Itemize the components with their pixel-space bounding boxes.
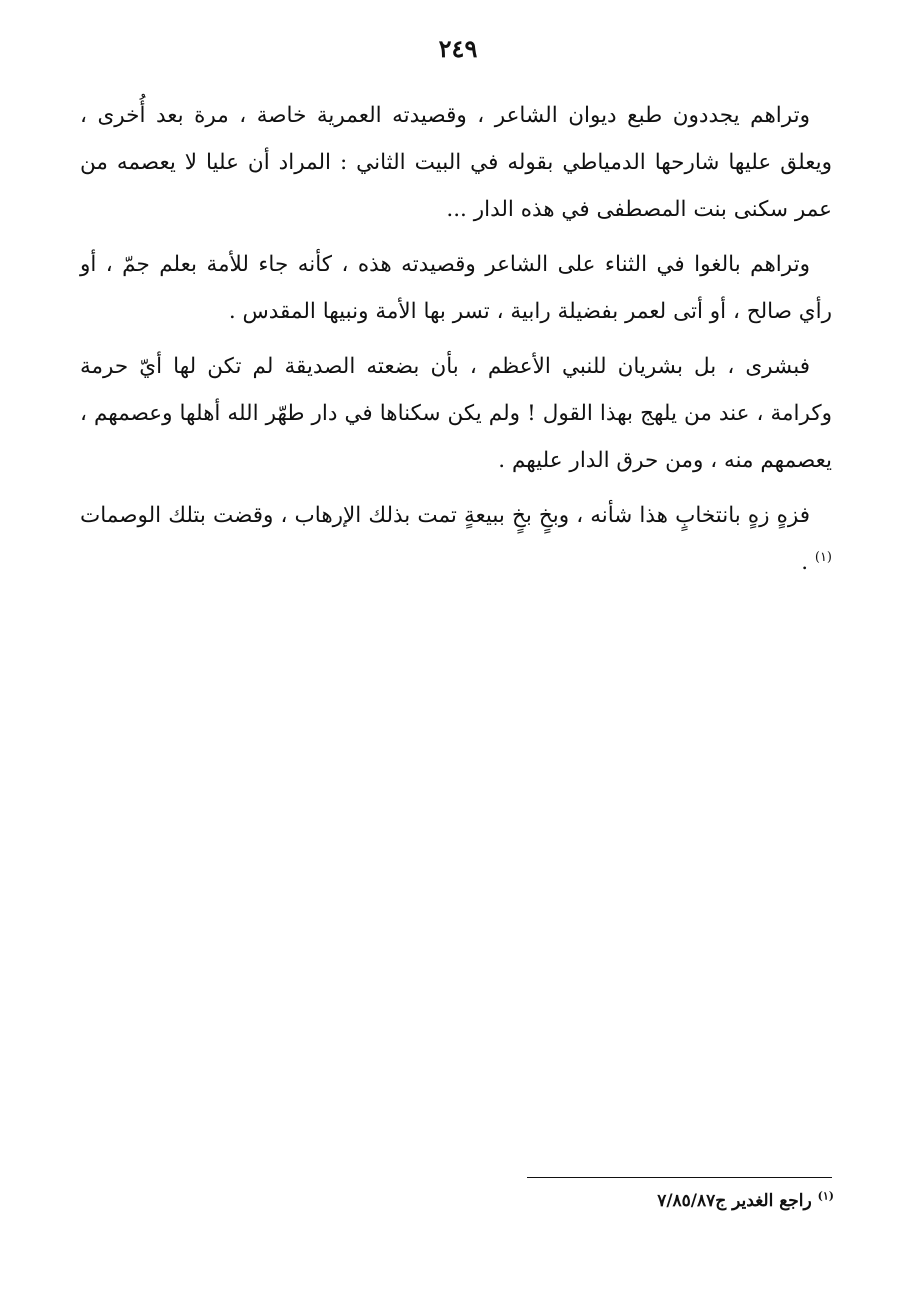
paragraph-4-text: فزهٍ زهٍ بانتخابٍ هذا شأنه ، وبخٍ بخٍ ببيعةٍ تمت بذلك الإرهاب ، وقضت بتلك الوصمات [80,503,810,528]
footnote [530,1186,834,1216]
footnote-divider [527,1177,832,1178]
main-text [80,92,832,594]
page-number: ٢٤٩ [438,34,478,63]
paragraph-3: فبشرى ، بل بشريان للنبي الأعظم ، بأن بضعته الصديقة لم تكن لها أيّ حرمة وكرامة ، عند من يلهج بهذا القول ! ولم يكن سكناها في دار طهّر الله أهلها وعصمهم ، يعصمهم منه ، ومن حرق الدار عليهم . [80,354,832,473]
paragraph-4-end: . [801,550,815,575]
paragraph-1: وتراهم يجددون طبع ديوان الشاعر ، وقصيدته العمرية خاصة ، مرة بعد أُخرى ، ويعلق عليها شارحها الدمياطي بقوله في البيت الثاني : المراد أن عليا لا يعصمه من عمر سكنى بنت المصطفى في هذه الدار ... [80,103,832,222]
footnote-mark: (١) [817,1189,834,1203]
footnote-text: راجع الغدير ج٧/٨٥/٨٧ [657,1191,812,1211]
paragraph-4 [80,492,832,586]
paragraph-2: وتراهم بالغوا في الثناء على الشاعر وقصيدته هذه ، كأنه جاء للأمة بعلم جمّ ، أو رأي صالح ، أو أتى لعمر بفضيلة رابية ، تسر بها الأمة ونبيها المقدس . [80,252,832,324]
footnote-reference: (١) [814,549,832,565]
